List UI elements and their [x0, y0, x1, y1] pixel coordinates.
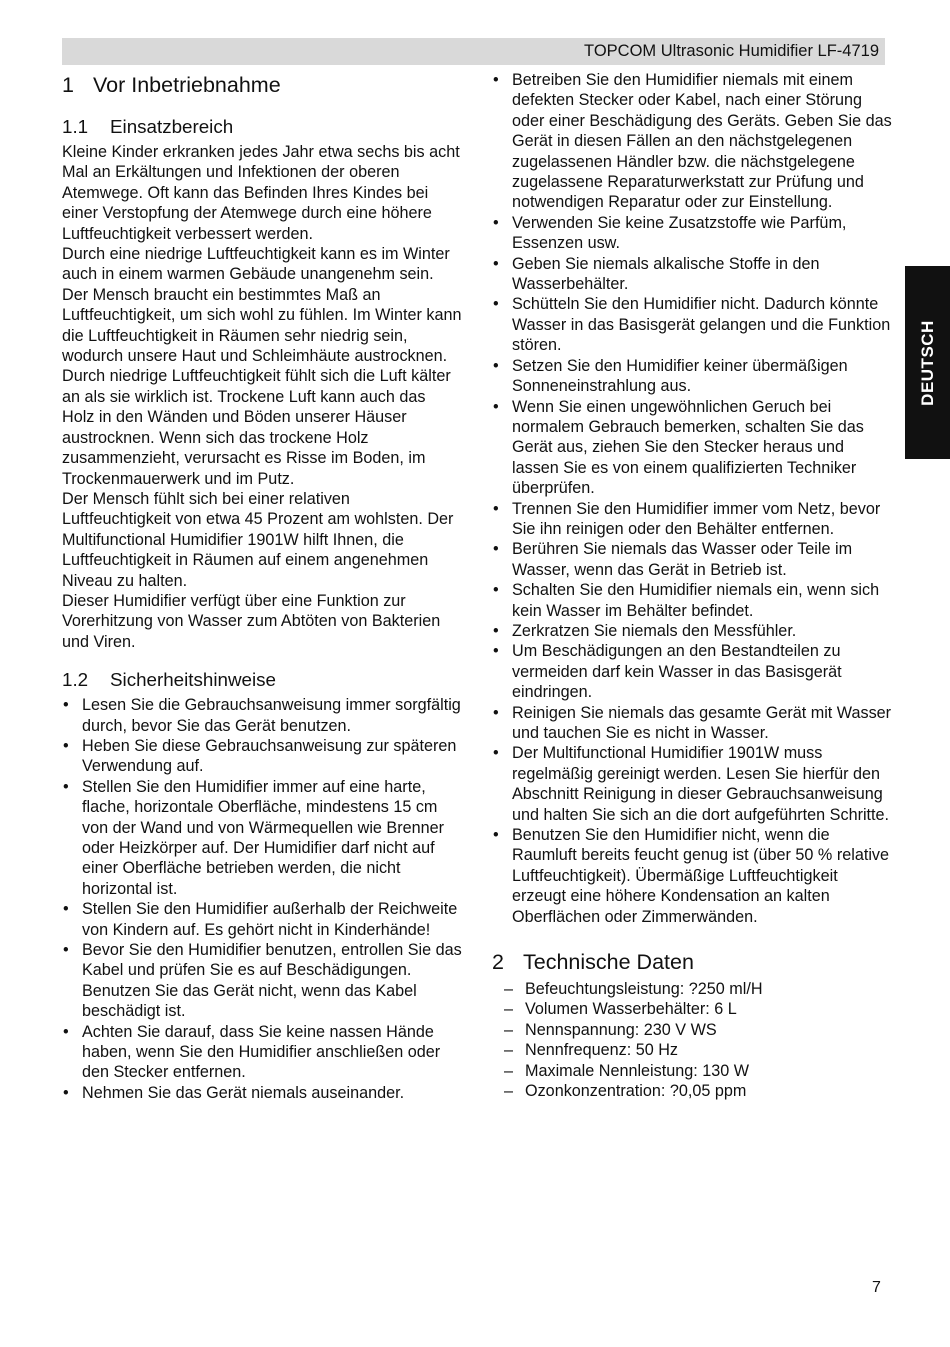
spec-item: – Nennspannung: 230 V WS	[492, 1020, 894, 1040]
list-item: • Lesen Sie die Gebrauchsanweisung immer sorgfältig durch, bevor Sie das Gerät benutzen.	[62, 695, 462, 736]
list-item: • Reinigen Sie niemals das gesamte Gerät mit Wasser und tauchen Sie es nicht in Wasser.	[492, 703, 894, 744]
list-item: • Nehmen Sie das Gerät niemals auseinander.	[62, 1083, 462, 1103]
subsection-heading-1-1	[62, 115, 462, 139]
section-number: 2	[492, 950, 504, 975]
list-item: • Zerkratzen Sie niemals den Messfühler.	[492, 621, 894, 641]
list-item: • Schalten Sie den Humidifier niemals ein, wenn sich kein Wasser im Behälter befindet.	[492, 580, 894, 621]
header-bar	[62, 38, 885, 65]
list-item: • Achten Sie darauf, dass Sie keine nassen Hände haben, wenn Sie den Humidifier anschließen oder den Stecker entfernen.	[62, 1022, 462, 1083]
spec-item: – Befeuchtungsleistung: ?250 ml/H	[492, 979, 894, 999]
header-title: TOPCOM Ultrasonic Humidifier LF-4719	[584, 42, 879, 60]
list-item: • Berühren Sie niemals das Wasser oder Teile im Wasser, wenn das Gerät in Betrieb ist.	[492, 539, 894, 580]
safety-list-right	[492, 70, 894, 927]
subsection-title: Einsatzbereich	[110, 116, 234, 137]
list-item: • Wenn Sie einen ungewöhnlichen Geruch bei normalem Gebrauch bemerken, schalten Sie das Gerät aus, ziehen Sie den Stecker heraus und lassen Sie es von einem qualifizierten Techniker überprüfen.	[492, 397, 894, 499]
spec-item: – Ozonkonzentration: ?0,05 ppm	[492, 1081, 894, 1101]
spec-item: – Volumen Wasserbehälter: 6 L	[492, 999, 894, 1019]
list-item: • Verwenden Sie keine Zusatzstoffe wie Parfüm, Essenzen usw.	[492, 213, 894, 254]
section-number: 1	[62, 73, 74, 97]
list-item: • Stellen Sie den Humidifier außerhalb der Reichweite von Kindern auf. Es gehört nicht in Kinderhände!	[62, 899, 462, 940]
section-heading-2	[492, 949, 894, 975]
paragraph: Der Mensch fühlt sich bei einer relativen Luftfeuchtigkeit von etwa 45 Prozent am wohlsten. Der Multifunctional Humidifier 1901W hilft Ihnen, die Luftfeuchtigkeit in Räumen auf einem angenehmen Niveau zu halten.	[62, 489, 454, 590]
list-item: • Benutzen Sie den Humidifier nicht, wenn die Raumluft bereits feucht genug ist (über 50 % relative Luftfeuchtigkeit). Übermäßige Luftfeuchtigkeit erzeugt eine höhere Kondensation an kalten Oberflächen oder Zimmerwänden.	[492, 825, 894, 927]
paragraph: Kleine Kinder erkranken jedes Jahr etwa sechs bis acht Mal an Erkältungen und Infektionen der oberen Atemwege. Oft kann das Befinden Ihres Kindes bei einer Verstopfung der Atemwege durch eine höhere Luftfeuchtigkeit verbessert werden.	[62, 143, 460, 243]
subsection-heading-1-2	[62, 668, 462, 692]
list-item: • Der Multifunctional Humidifier 1901W muss regelmäßig gereinigt werden. Lesen Sie hierfür den Abschnitt Reinigung in dieser Gebrauchsanweisung und halten Sie sich an die dort aufgeführten Schritte.	[492, 743, 894, 825]
section-heading-1	[62, 72, 462, 98]
spec-item: – Maximale Nennleistung: 130 W	[492, 1061, 894, 1081]
spec-item: – Nennfrequenz: 50 Hz	[492, 1040, 894, 1060]
list-item: • Heben Sie diese Gebrauchsanweisung zur späteren Verwendung auf.	[62, 736, 462, 777]
list-item: • Schütteln Sie den Humidifier nicht. Dadurch könnte Wasser in das Basisgerät gelangen und die Funktion stören.	[492, 294, 894, 355]
subsection-number: 1.1	[62, 116, 89, 137]
list-item: • Stellen Sie den Humidifier immer auf eine harte, flache, horizontale Oberfläche, mindestens 15 cm von der Wand und von Wärmequellen wie Brenner oder Heizkörper auf. Der Humidifier darf nicht auf einer Oberfläche betrieben werden, die nicht horizontal ist.	[62, 777, 462, 899]
paragraph: Dieser Humidifier verfügt über eine Funktion zur Vorerhitzung von Wasser zum Abtöten von Bakterien und Viren.	[62, 591, 441, 651]
left-column	[62, 70, 462, 1103]
subsection-number: 1.2	[62, 669, 89, 691]
language-tab	[905, 266, 950, 459]
list-item: • Setzen Sie den Humidifier keiner übermäßigen Sonneneinstrahlung aus.	[492, 356, 894, 397]
list-item: • Trennen Sie den Humidifier immer vom Netz, bevor Sie ihn reinigen oder den Behälter entfernen.	[492, 499, 894, 540]
safety-list-left	[62, 695, 462, 1103]
list-item: • Um Beschädigungen an den Bestandteilen zu vermeiden darf kein Wasser in das Basisgerät eindringen.	[492, 641, 894, 702]
list-item: • Bevor Sie den Humidifier benutzen, entrollen Sie das Kabel und prüfen Sie es auf Beschädigungen. Benutzen Sie das Gerät nicht, wenn das Kabel beschädigt ist.	[62, 940, 462, 1022]
paragraph: Durch eine niedrige Luftfeuchtigkeit kann es im Winter auch in einem warmen Gebäude unangenehm sein. Der Mensch braucht ein bestimmtes Maß an Luftfeuchtigkeit, um sich wohl zu fühlen. Im Winter kann die Luftfeuchtigkeit in Räumen sehr niedrig sein, wodurch unsere Haut und Schleimhäute austrocknen. Durch niedrige Luftfeuchtigkeit fühlt sich die Luft kälter an als sie wirklich ist. Trockene Luft kann auch das Holz in den Wänden und Böden unserer Häuser austrocknen. Wenn sich das trockene Holz zusammenzieht, verursacht es Risse im Boden, im Trockenmauerwerk und im Putz.	[62, 245, 462, 488]
right-column	[492, 70, 894, 1102]
section-title: Technische Daten	[523, 950, 694, 975]
list-item: • Betreiben Sie den Humidifier niemals mit einem defekten Stecker oder Kabel, nach einer Störung oder einer Beschädigung des Geräts. Geben Sie das Gerät in diesen Fällen an den nächstgelegenen zugelassenen Händler bzw. die nächstgelegene zugelassene Reparaturwerkstatt zur Prüfung und notwendigen Reparatur oder zur Einstellung.	[492, 70, 894, 213]
tech-specs-list	[492, 979, 894, 1101]
language-tab-label: DEUTSCH	[917, 319, 937, 406]
page-number: 7	[872, 1279, 881, 1296]
section-title: Vor Inbetriebnahme	[93, 73, 281, 97]
subsection-title: Sicherheitshinweise	[110, 669, 276, 691]
list-item: • Geben Sie niemals alkalische Stoffe in den Wasserbehälter.	[492, 254, 894, 295]
